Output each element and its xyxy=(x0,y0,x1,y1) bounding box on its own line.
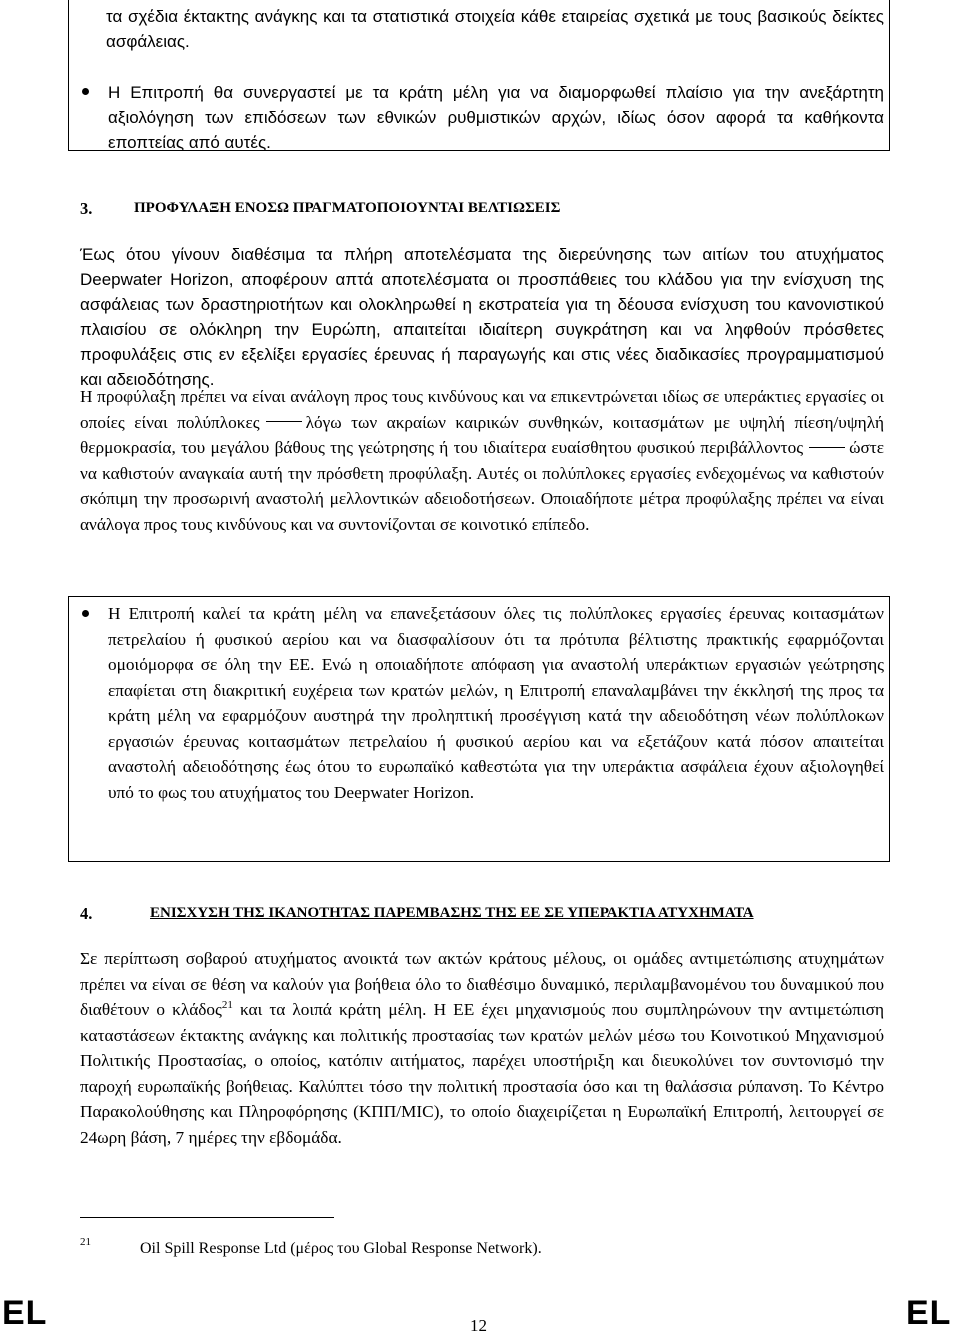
section-3-title: ΠΡΟΦΥΛΑΞΗ ΕΝΟΣΩ ΠΡΑΓΜΑΤΟΠΟΙΟΥΝΤΑΙ ΒΕΛΤΙΩΣΕΙΣ xyxy=(134,200,561,216)
em-dash xyxy=(266,421,302,422)
top-box-bullet-item: Η Επιτροπή θα συνεργαστεί με τα κράτη μέλη για να διαμορφωθεί πλαίσιο για την ανεξάρτητη αξιολόγηση των επιδόσεων των εθνικών ρυθμιστικών αρχών, ιδίως όσον αφορά τα καθήκοντα εποπτείας από αυτές. xyxy=(72,80,884,155)
top-box-continuation: τα σχέδια έκτακτης ανάγκης και τα στατιστικά στοιχεία κάθε εταιρείας σχετικά με τους βασικούς δείκτες ασφάλειας. xyxy=(106,7,884,51)
top-box-bullet-list xyxy=(72,80,884,155)
recommendation-bullet-list xyxy=(72,601,884,805)
section-4-part-a: Σε περίπτωση σοβαρού ατυχήματος ανοικτά των ακτών κράτους μέλους, οι ομάδες αντιμετώπισης ατυχημάτων πρέπει να είναι σε θέση να καλούν για βοήθεια όλο το διαθέσιμο δυναμικό, περιλαμβανομένου του δυναμικού που διαθέτουν ο κλάδος xyxy=(80,949,884,1019)
paragraph-2-part-b: λόγω των ακραίων καιρικών συνθηκών, κοιτασμάτων με υψηλή πίεση/υψηλή θερμοκρασία, του μεγάλου βάθους της γεώτρησης ή του ιδιαίτερα ευαίσθητου φυσικού περιβάλλοντος xyxy=(80,412,884,457)
section-3-paragraph-2 xyxy=(80,384,884,537)
section-3-number: 3. xyxy=(80,199,93,218)
language-code-right: EL xyxy=(906,1294,952,1332)
language-code-left: EL xyxy=(2,1294,48,1332)
paragraph-2-part-c: ώστε να καθιστούν αναγκαία αυτή την πρόσθετη προφύλαξη. Αυτές οι πολύπλοκες εργασίες ενδεχομένως να καθιστούν σκόπιμη την προσωρινή αναστολή μελλοντικών αδειοδοτήσεων. Οποιαδήποτε μέτρα προφύλαξης πρέπει να είναι ανάλογα προς τους κινδύνους και να συντονίζονται σε κοινοτικό επίπεδο. xyxy=(80,438,884,534)
recommendation-bullet-item: Η Επιτροπή καλεί τα κράτη μέλη να επανεξετάσουν όλες τις πολύπλοκες εργασίες έρευνας κοιτασμάτων πετρελαίου ή φυσικού αερίου και να διασφαλίσουν ότι τα πρότυπα βέλτιστης πρακτικής εφαρμόζονται ομοιόμορφα σε όλη την ΕΕ. Ενώ η οποιαδήποτε απόφαση για αναστολή υπεράκτιων εργασιών γεώτρησης επαφίεται στη διακριτική ευχέρεια των κρατών μελών, η Επιτροπή επαναλαμβάνει την έκκλησή της προς τα κράτη μέλη να εφαρμόζουν αυστηρά την προληπτική προσέγγιση κατά την αδειοδότηση νέων πολύπλοκων εργασιών έρευνας κοιτασμάτων πετρελαίου ή φυσικού αερίου και να εξετάζουν κατά πόσον απαιτείται αναστολή αδειοδότησης έως ότου το ευρωπαϊκό καθεστώτα για την υπεράκτια ασφάλεια έχουν αξιολογηθεί υπό το φως του ατυχήματος του Deepwater Horizon. xyxy=(72,601,884,805)
section-3-paragraph-1: Έως ότου γίνουν διαθέσιμα τα πλήρη αποτελέσματα της διερεύνησης των αιτίων του ατυχήματος Deepwater Horizon, αποφέρουν απτά αποτελέσματα οι προσπάθειες του κλάδου για την ενίσχυση της ασφάλειας των δραστηριοτήτων και ολοκληρωθεί η εκστρατεία για τη δέουσα ενίσχυση του κανονιστικού πλαισίου σε ολόκληρη την Ευρώπη, απαιτείται ιδιαίτερη συγκράτηση και να ληφθούν πρόσθετες προφυλάξεις στις εν εξελίξει εργασίες έρευνας ή παραγωγής και στις νέες διαδικασίες προγραμματισμού και αδειοδότησης. xyxy=(80,245,884,389)
footnote-text: Oil Spill Response Ltd (μέρος του Global Response Network). xyxy=(140,1240,542,1257)
page-number: 12 xyxy=(470,1316,487,1335)
paragraph-2-part-a: Η προφύλαξη πρέπει να είναι ανάλογη προς τους κινδύνους και να επικεντρώνεται ιδίως σε υπεράκτιες εργασίες οι οποίες είναι πολύπλοκες xyxy=(80,387,884,432)
em-dash xyxy=(809,447,845,448)
section-4-title: ΕΝΙΣΧΥΣΗ ΤΗΣ ΙΚΑΝΟΤΗΤΑΣ ΠΑΡΕΜΒΑΣΗΣ ΤΗΣ ΕΕ ΣΕ ΥΠΕΡΑΚΤΙΑ ΑΤΥΧΗΜΑΤΑ xyxy=(150,905,754,921)
footnote-reference[interactable]: 21 xyxy=(221,999,233,1012)
footnote-number: 21 xyxy=(80,1236,91,1248)
section-4-paragraph xyxy=(80,946,884,1150)
section-4-part-b: και τα λοιπά κράτη μέλη. Η ΕΕ έχει μηχανισμούς που συμπληρώνουν την αντιμετώπιση καταστάσεων έκτακτης ανάγκης και πολιτικής προστασίας των κρατών μελών μέσω του Κοινοτικού Μηχανισμού Πολιτικής Προστασίας, ο οποίος, κατόπιν αιτήματος, παρέχει υποστήριξη και διευκολύνει τον συντονισμό την παροχή ευρωπαϊκής βοήθειας. Καλύπτει τόσο την πολιτική προστασία όσο και τη θαλάσσια ρύπανση. Το Κέντρο Παρακολούθησης και Πληροφόρησης (ΚΠΠ/MIC), το οποίο διαχειρίζεται η Ευρωπαϊκή Επιτροπή, λειτουργεί σε 24ωρη βάση, 7 ημέρες την εβδομάδα. xyxy=(80,1000,884,1147)
section-4-number: 4. xyxy=(80,904,93,923)
footnote-separator xyxy=(80,1217,334,1218)
